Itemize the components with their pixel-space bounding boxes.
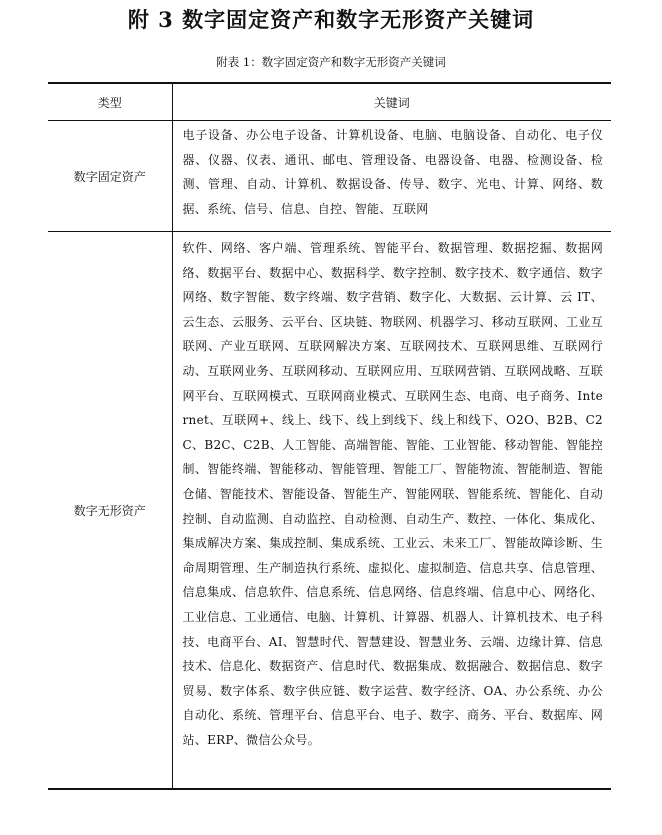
keyword-table xyxy=(48,82,611,790)
header-keywords: 关键词 xyxy=(172,83,611,121)
page-title: 附 3 数字固定资产和数字无形资产关键词 xyxy=(127,7,535,32)
header-type: 类型 xyxy=(48,83,172,121)
table-caption: 附表 1：数字固定资产和数字无形资产关键词 xyxy=(216,55,446,69)
table-header-row xyxy=(48,83,611,121)
type-cell: 数字无形资产 xyxy=(48,232,172,790)
table-row xyxy=(48,232,611,790)
type-cell: 数字固定资产 xyxy=(48,121,172,232)
keywords-cell: 软件、网络、客户端、管理系统、智能平台、数据管理、数据挖掘、数据网络、数据平台、数据中心、数据科学、数字控制、数字技术、数字通信、数字网络、数字智能、数字终端、数字营销、数字化、大数据、云计算、云 IT、云生态、云服务、云平台、区块链、物联网、机器学习、移动互联网、工业互联网、产业互联网、互联网解决方案、互联网技术、互联网思维、互联网行动、互联网业务、互联网移动、互联网应用、互联网营销、互联网战略、互联网平台、互联网模式、互联网商业模式、互联网生态、电商、电子商务、Internet、互联网+、线上、线下、线上到线下、线上和线下、O2O、B2B、C2C、B2C、C2B、人工智能、高端智能、智能、工业智能、移动智能、智能控制、智能终端、智能移动、智能管理、智能工厂、智能物流、智能制造、智能仓储、智能技术、智能设备、智能生产、智能网联、智能系统、智能化、自动控制、自动监测、自动监控、自动检测、自动生产、数控、一体化、集成化、集成解决方案、集成控制、集成系统、工业云、未来工厂、智能故障诊断、生命周期管理、生产制造执行系统、虚拟化、虚拟制造、信息共享、信息管理、信息集成、信息软件、信息系统、信息网络、信息终端、信息中心、网络化、工业信息、工业通信、电脑、计算机、计算器、机器人、计算机技术、电子科技、电商平台、AI、智慧时代、智慧建设、智慧业务、云端、边缘计算、信息技术、信息化、数据资产、信息时代、数据集成、数据融合、数据信息、数字贸易、数字体系、数字供应链、数字运营、数字经济、OA、办公系统、办公自动化、系统、管理平台、信息平台、电子、数字、商务、平台、数据库、网站、ERP、微信公众号。 xyxy=(172,232,611,790)
keywords-cell: 电子设备、办公电子设备、计算机设备、电脑、电脑设备、自动化、电子仪器、仪器、仪表、通讯、邮电、管理设备、电器设备、电器、检测设备、检测、管理、自动、计算机、数据设备、传导、数字、光电、计算、网络、数据、系统、信号、信息、自控、智能、互联网 xyxy=(172,121,611,232)
table-row xyxy=(48,121,611,232)
